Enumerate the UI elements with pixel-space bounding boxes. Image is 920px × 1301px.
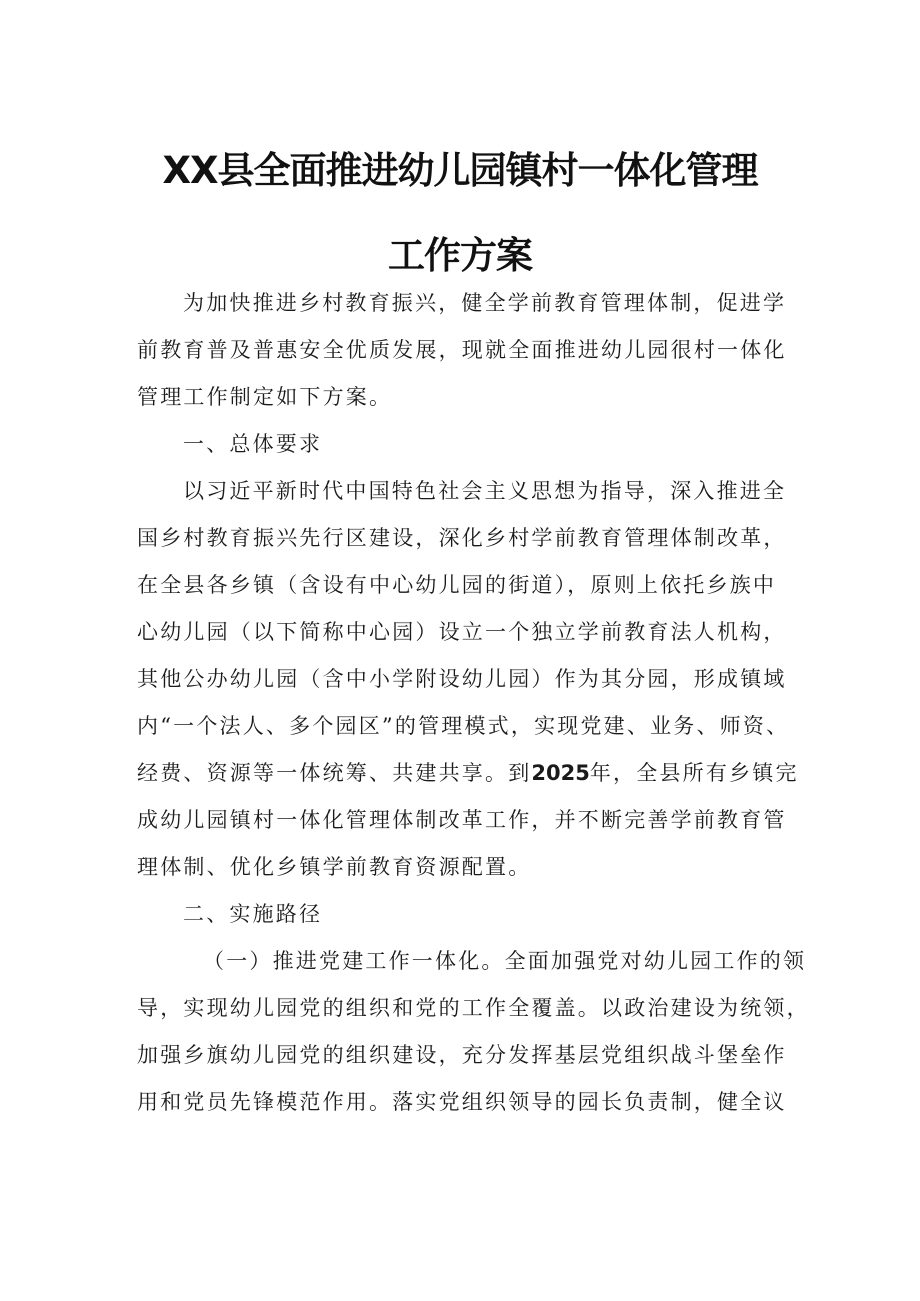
paragraph-line: 成幼儿园镇村一体化管理体制改革工作，并不断完善学前教育管 xyxy=(137,808,787,832)
paragraph-line: 理体制、优化乡镇学前教育资源配置。 xyxy=(137,855,532,879)
section-heading: 一、总体要求 xyxy=(183,432,323,456)
paragraph-line: 以习近平新时代中国特色社会主义思想为指导，深入推进全 xyxy=(183,479,787,503)
paragraph-line: 加强乡旗幼儿园党的组织建设，充分发挥基层党组织战斗堡垒作 xyxy=(137,1043,787,1067)
document-title-line-2: 工作方案 xyxy=(388,234,532,277)
year-number: 2025 xyxy=(531,761,590,785)
paragraph-line: 心幼儿园（以下简称中心园）设立一个独立学前教育法人机构， xyxy=(137,620,787,644)
paragraph-line: 导，实现幼儿园党的组织和党的工作全覆盖。以政治建设为统领， xyxy=(137,996,810,1020)
document-title-line-1: XX县全面推进幼儿园镇村一体化管理 xyxy=(162,149,758,192)
document-body xyxy=(137,280,810,1126)
paragraph-line xyxy=(137,750,797,797)
paragraph-line: 为加快推进乡村教育振兴，健全学前教育管理体制，促进学 xyxy=(183,291,787,315)
section-heading: 二、实施路径 xyxy=(183,902,323,926)
paragraph-line: （一）推进党建工作一体化。全面加强党对幼儿园工作的领 xyxy=(203,949,807,973)
line-text: 经费、资源等一体统筹、共建共享。到 xyxy=(137,761,532,785)
paragraph-line: 国乡村教育振兴先行区建设，深化乡村学前教育管理体制改革， xyxy=(137,526,787,550)
paragraph-line: 管理工作制定如下方案。 xyxy=(137,385,393,409)
paragraph-line: 前教育普及普惠安全优质发展，现就全面推进幼儿园很村一体化 xyxy=(137,338,787,362)
paragraph-line: 内“一个法人、多个园区”的管理模式，实现党建、业务、师资、 xyxy=(137,714,790,738)
paragraph-line: 用和党员先锋模范作用。落实党组织领导的园长负责制，健全议 xyxy=(137,1090,787,1114)
line-text: 年，全县所有乡镇完 xyxy=(589,761,799,785)
paragraph-line: 在全县各乡镇（含设有中心幼儿园的街道），原则上依托乡族中 xyxy=(137,573,777,597)
paragraph-line: 其他公办幼儿园（含中小学附设幼儿园）作为其分园，形成镇域 xyxy=(137,667,787,691)
